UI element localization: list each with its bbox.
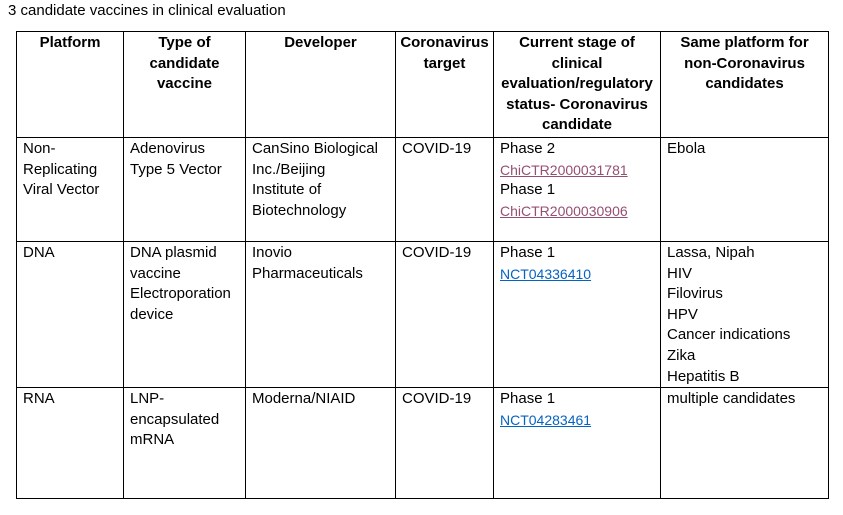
cell-line: Phase 1 xyxy=(500,390,556,408)
header-line: Current stage of xyxy=(519,34,635,51)
trial-link-nct04283461[interactable]: NCT04283461 xyxy=(500,411,592,428)
cell-line: Electroporation xyxy=(130,285,231,303)
trial-link-nct04336410[interactable]: NCT04336410 xyxy=(500,265,592,282)
header-line: Platform xyxy=(39,34,101,51)
cell-line: HPV xyxy=(667,305,698,323)
cell-same-platform xyxy=(661,242,829,388)
cell-line: Type 5 Vector xyxy=(130,160,222,178)
cell-target xyxy=(396,138,494,242)
cell-line: device xyxy=(130,305,174,323)
header-stage xyxy=(494,32,661,138)
header-line: candidate xyxy=(541,116,613,134)
cell-line: Lassa, Nipah xyxy=(667,244,755,261)
cell-line: Biotechnology xyxy=(252,201,347,219)
header-line: target xyxy=(423,54,466,72)
cell-line: Phase 1 xyxy=(500,244,556,261)
cell-line: Inovio xyxy=(252,244,293,261)
cell-line: mRNA xyxy=(130,431,175,449)
cell-line: Filovirus xyxy=(667,285,723,303)
cell-stage xyxy=(494,138,661,242)
cell-line: COVID-19 xyxy=(402,244,472,261)
header-line: candidate xyxy=(149,54,220,72)
cell-line: Non- xyxy=(23,140,56,157)
cell-line: Replicating xyxy=(23,160,98,178)
header-line: Type of xyxy=(158,34,211,51)
cell-platform xyxy=(17,242,124,388)
cell-platform xyxy=(17,138,124,242)
cell-platform xyxy=(17,388,124,499)
trial-link-chictr2000031781[interactable]: ChiCTR2000031781 xyxy=(500,161,628,178)
table-header-row xyxy=(17,32,829,138)
cell-same-platform xyxy=(661,138,829,242)
header-line: Same platform for xyxy=(680,34,809,51)
cell-line: Cancer indications xyxy=(667,326,791,344)
cell-line: Inc./Beijing xyxy=(252,160,326,178)
cell-line: multiple candidates xyxy=(667,390,796,408)
header-platform xyxy=(17,32,124,138)
cell-type xyxy=(124,138,246,242)
header-developer xyxy=(246,32,396,138)
cell-line: Zika xyxy=(667,346,696,364)
cell-developer xyxy=(246,388,396,499)
cell-line: Phase 1 xyxy=(500,181,556,199)
cell-same-platform xyxy=(661,388,829,499)
header-line: clinical xyxy=(551,54,603,72)
cell-stage xyxy=(494,388,661,499)
cell-type xyxy=(124,242,246,388)
cell-line: Institute of xyxy=(252,181,322,199)
cell-line: COVID-19 xyxy=(402,140,472,157)
header-line: Developer xyxy=(284,34,357,51)
cell-line: Ebola xyxy=(667,140,706,157)
cell-line: DNA plasmid xyxy=(130,244,217,261)
cell-stage xyxy=(494,242,661,388)
cell-developer xyxy=(246,138,396,242)
table-row xyxy=(17,242,829,388)
cell-line: Pharmaceuticals xyxy=(252,264,363,282)
cell-line: LNP- xyxy=(130,390,165,408)
cell-line: CanSino Biological xyxy=(252,140,378,157)
cell-line: DNA xyxy=(23,244,55,261)
vaccine-candidates-table xyxy=(16,31,829,499)
header-line: status- Coronavirus xyxy=(506,95,648,113)
header-target xyxy=(396,32,494,138)
header-line: Coronavirus xyxy=(400,34,489,51)
header-same-platform xyxy=(661,32,829,138)
cell-target xyxy=(396,388,494,499)
cell-line: Hepatitis B xyxy=(667,367,740,385)
header-line: evaluation/regulatory xyxy=(501,75,653,93)
cell-line: RNA xyxy=(23,390,55,408)
table-caption: 3 candidate vaccines in clinical evaluation xyxy=(8,2,286,19)
cell-line: encapsulated xyxy=(130,410,220,428)
trial-link-chictr2000030906[interactable]: ChiCTR2000030906 xyxy=(500,202,628,219)
table-row xyxy=(17,388,829,499)
cell-developer xyxy=(246,242,396,388)
header-line: vaccine xyxy=(156,75,213,93)
header-line: candidates xyxy=(705,75,784,93)
cell-line: COVID-19 xyxy=(402,390,472,408)
cell-target xyxy=(396,242,494,388)
cell-line: Moderna/NIAID xyxy=(252,390,356,408)
table-row xyxy=(17,138,829,242)
header-type xyxy=(124,32,246,138)
cell-line: HIV xyxy=(667,264,693,282)
header-line: non-Coronavirus xyxy=(684,54,805,72)
cell-line: vaccine xyxy=(130,264,181,282)
cell-line: Adenovirus xyxy=(130,140,206,157)
cell-line: Phase 2 xyxy=(500,140,556,157)
cell-line: Viral Vector xyxy=(23,181,100,199)
cell-type xyxy=(124,388,246,499)
